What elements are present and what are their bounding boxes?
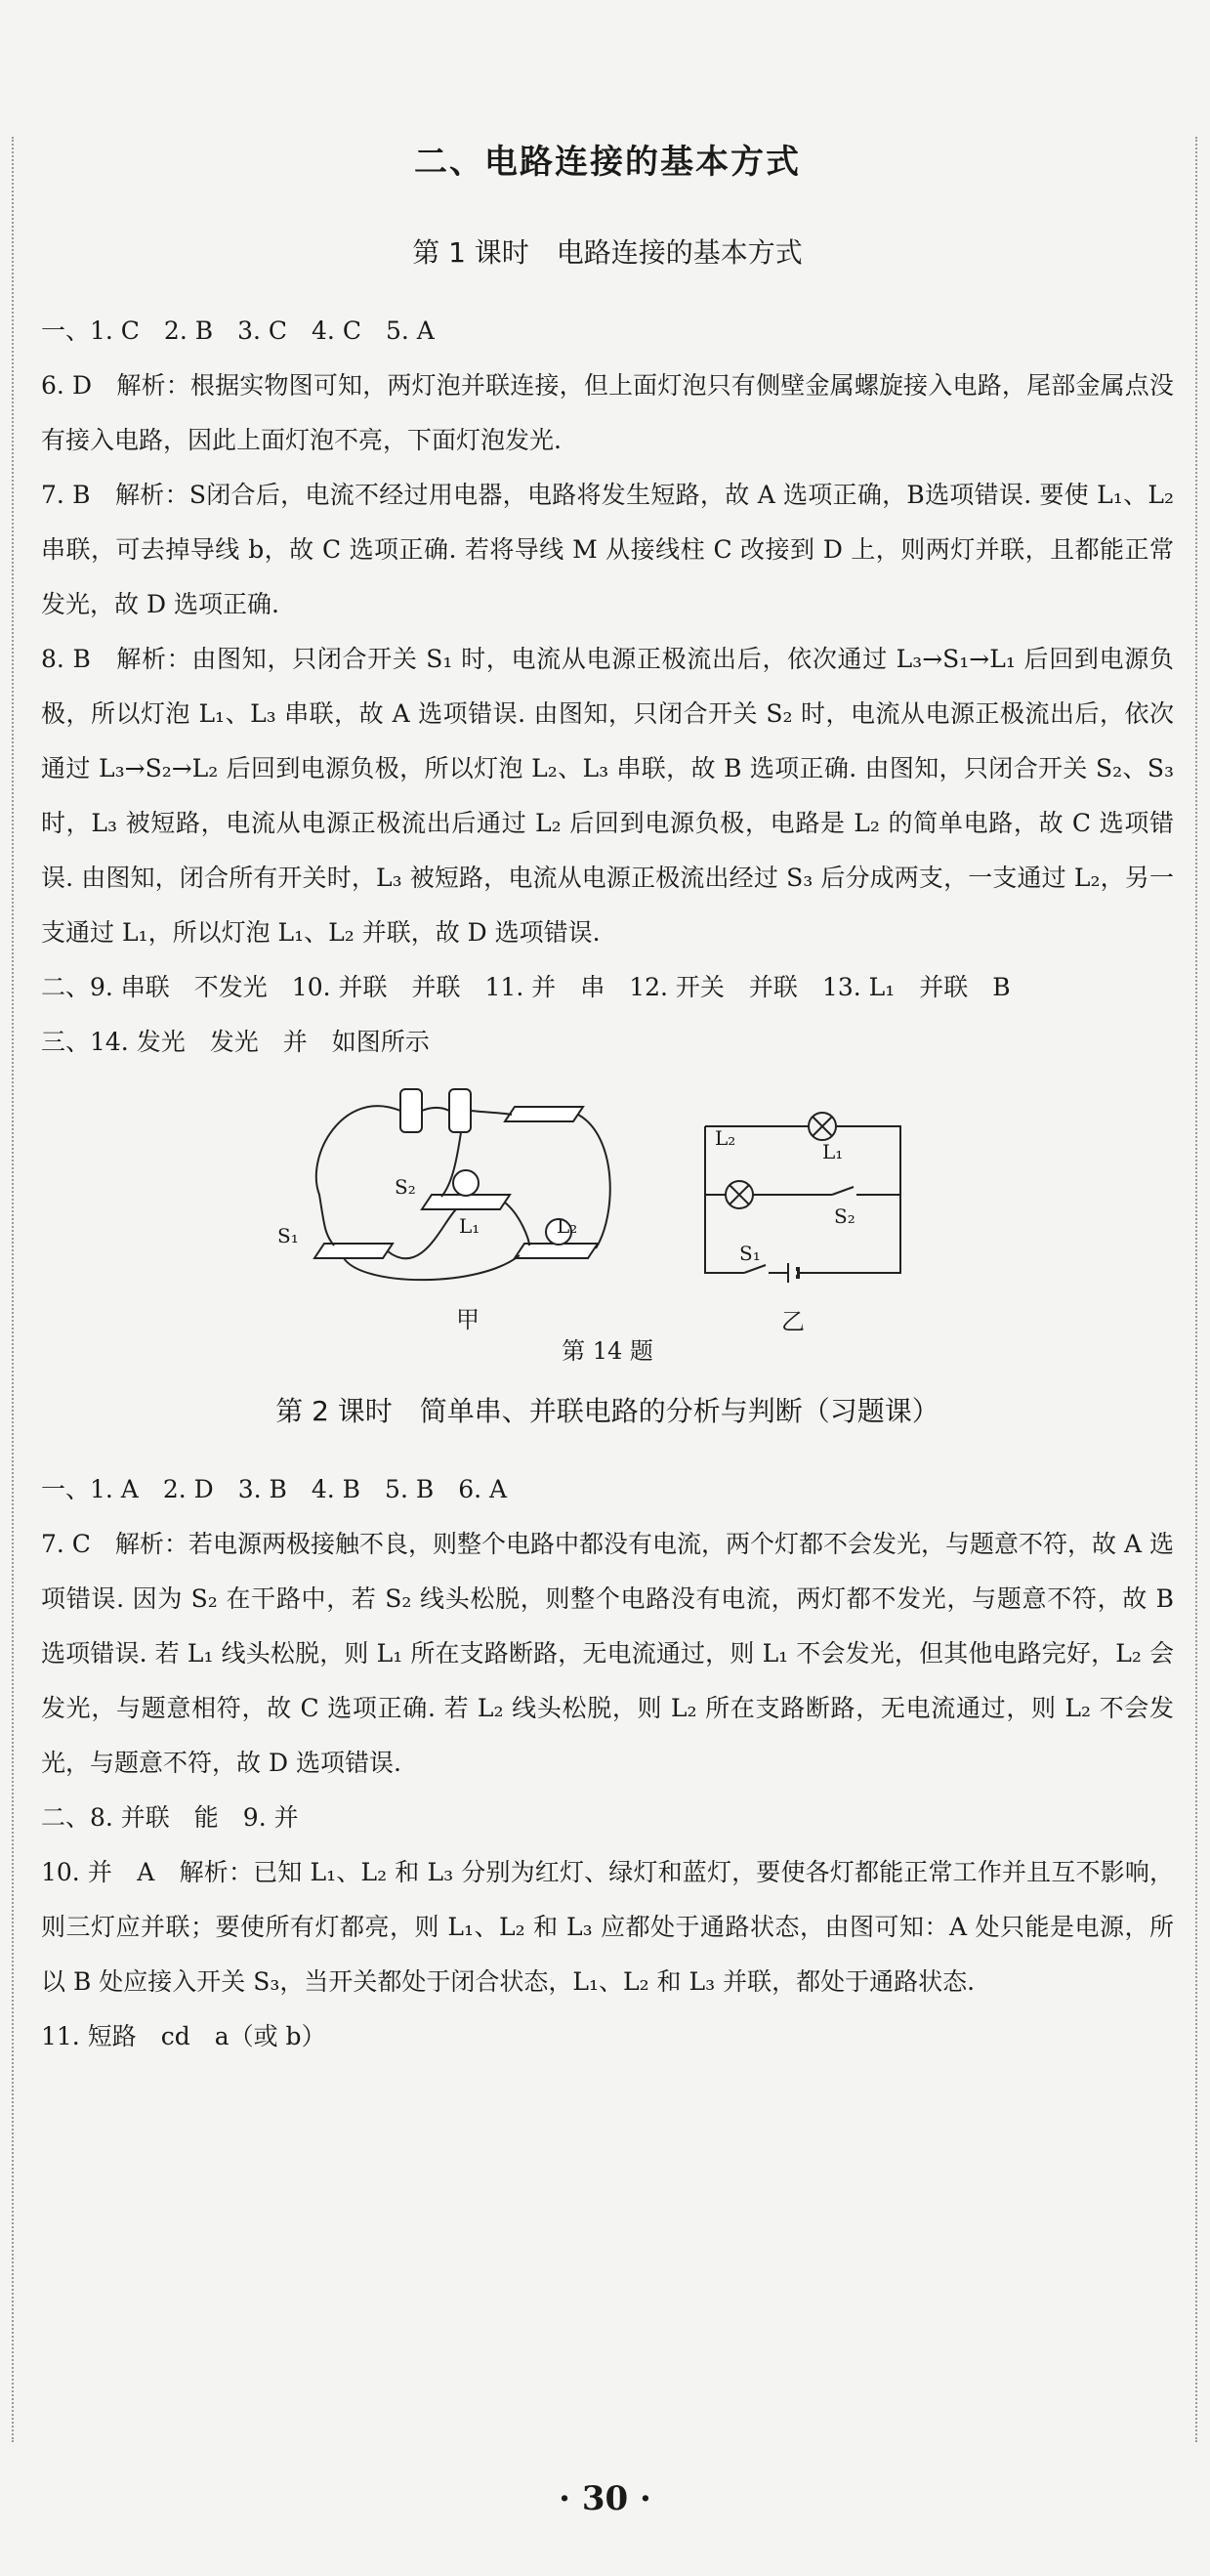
yi-l2-label: L₂ <box>715 1126 736 1150</box>
page-number: · 30 · <box>559 2479 651 2518</box>
jia-l1-label: L₁ <box>459 1214 480 1238</box>
jia-s1-label: S₁ <box>277 1224 299 1247</box>
answer-line: 7. B 解析：S闭合后，电流不经过用电器，电路将发生短路，故 A 选项正确，B选项错误. 要使 L₁、L₂ 串联，可去掉导线 b，故 C 选项正确. 若将导线 M 从接线柱 C 改接到 D 上，则两灯并联，且都能正常发光，故 D 选项正确. <box>41 481 1174 618</box>
yi-l1-label: L₁ <box>822 1140 844 1163</box>
yi-label: 乙 <box>781 1308 805 1335</box>
answer-line: 二、9. 串联 不发光 10. 并联 并联 11. 并 串 12. 开关 并联 13. L₁ 并联 B <box>41 973 1011 1001</box>
answer-line: 一、1. A 2. D 3. B 4. B 5. B 6. A <box>41 1475 508 1503</box>
figure-caption: 第 14 题 <box>562 1337 653 1365</box>
section-title: 二、电路连接的基本方式 <box>414 143 801 182</box>
answer-line: 8. B 解析：由图知，只闭合开关 S₁ 时，电流从电源正极流出后，依次通过 L₃→S₁→L₁ 后回到电源负极，所以灯泡 L₁、L₃ 串联，故 A 选项错误. 由图知，只闭合开关 S₂ 时，电流从电源正极流出后，依次通过 L₃→S₂→L₂ 后回到电源负极，所以灯泡 L₂、L₃ 串联，故 B 选项正确. 由图知，只闭合开关 S₂、S₃ 时，L₃ 被短路，电流从电源正极流出后通过 L₂ 后回到电源负极，电路是 L₂ 的简单电路，故 C 选项错误. 由图知，闭合所有开关时，L₃ 被短路，电流从电源正极流出经过 S₃ 后分成两支，一支通过 L₂，另一支通过 L₁，所以灯泡 L₁、L₂ 并联，故 D 选项错误. <box>41 645 1174 947</box>
answer-line: 二、8. 并联 能 9. 并 <box>41 1803 299 1832</box>
left-dotted-margin <box>12 137 14 2442</box>
answer-line: 7. C 解析：若电源两极接触不良，则整个电路中都没有电流，两个灯都不会发光，与题意不符，故 A 选项错误. 因为 S₂ 在干路中，若 S₂ 线头松脱，则整个电路没有电流，两灯都不发光，与题意不符，故 B 选项错误. 若 L₁ 线头松脱，则 L₁ 所在支路断路，无电流通过，则 L₁ 不会发光，但其他电路完好，L₂ 会发光，与题意相符，故 C 选项正确. 若 L₂ 线头松脱，则 L₂ 所在支路断路，无电流通过，则 L₂ 不会发光，与题意不符，故 D 选项错误. <box>41 1530 1174 1777</box>
lesson1-title: 第 1 课时 电路连接的基本方式 <box>412 236 803 269</box>
answer-line: 11. 短路 cd a（或 b） <box>41 2022 326 2050</box>
figure-14 <box>41 1077 1174 1371</box>
answer-line: 一、1. C 2. B 3. C 4. C 5. A <box>41 317 435 345</box>
answer-line: 6. D 解析：根据实物图可知，两灯泡并联连接，但上面灯泡只有侧壁金属螺旋接入电路，尾部金属点没有接入电路，因此上面灯泡不亮，下面灯泡发光. <box>41 371 1174 454</box>
jia-label: 甲 <box>456 1306 480 1333</box>
page-content <box>41 135 1174 2064</box>
jia-l2-label: L₂ <box>557 1214 578 1238</box>
circuit-photo-jia <box>285 1077 637 1302</box>
yi-s2-label: S₂ <box>834 1204 855 1228</box>
right-dotted-margin <box>1195 137 1197 2442</box>
lesson2-title: 第 2 课时 简单串、并联电路的分析与判断（习题课） <box>275 1395 939 1427</box>
yi-s1-label: S₁ <box>739 1242 761 1265</box>
answer-line: 三、14. 发光 发光 并 如图所示 <box>41 1028 430 1056</box>
answer-line: 10. 并 A 解析：已知 L₁、L₂ 和 L₃ 分别为红灯、绿灯和蓝灯，要使各灯都能正常工作并且互不影响，则三灯应并联；要使所有灯都亮，则 L₁、L₂ 和 L₃ 应都处于通路状态，由图可知：A 处只能是电源，所以 B 处应接入开关 S₃，当开关都处于闭合状态，L₁、L₂ 和 L₃ 并联，都处于通路状态. <box>41 1858 1174 1996</box>
jia-s2-label: S₂ <box>395 1175 416 1199</box>
